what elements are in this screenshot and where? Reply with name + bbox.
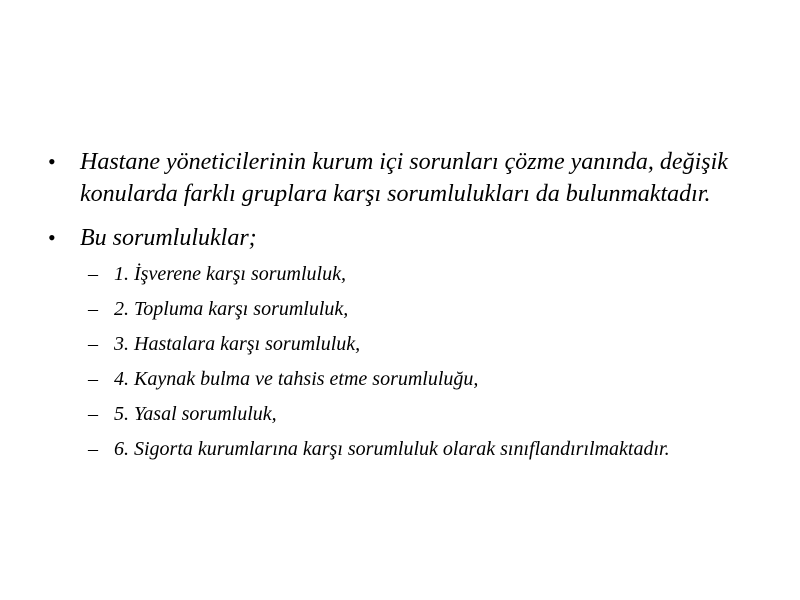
dash-marker: – bbox=[88, 368, 98, 390]
dash-marker: – bbox=[88, 438, 98, 460]
bullet-marker: • bbox=[48, 149, 56, 174]
sub-item-5 bbox=[48, 400, 674, 428]
sub-item-2 bbox=[48, 295, 674, 323]
bullet-marker: • bbox=[48, 225, 56, 250]
sub-item-text: 1. İşverene karşı sorumluluk, bbox=[114, 263, 346, 285]
bullet-item-2 bbox=[48, 222, 748, 254]
bullet-text: Bu sorumluluklar; bbox=[80, 225, 257, 251]
sub-item-text: 6. Sigorta kurumlarına karşı sorumluluk olarak sınıflandırılmaktadır. bbox=[114, 438, 670, 460]
dash-marker: – bbox=[88, 333, 98, 355]
bullet-text: Hastane yöneticilerinin kurum içi sorunları çözme yanında, değişik konularda farklı gruplara karşı sorumlulukları da bulunmaktadır. bbox=[80, 149, 728, 207]
dash-marker: – bbox=[88, 298, 98, 320]
dash-marker: – bbox=[88, 263, 98, 285]
sub-item-4 bbox=[48, 365, 674, 393]
bullet-item-1 bbox=[48, 146, 748, 210]
slide-content bbox=[48, 146, 748, 470]
sub-item-6 bbox=[48, 435, 674, 463]
sub-item-text: 2. Topluma karşı sorumluluk, bbox=[114, 298, 349, 320]
sub-item-text: 5. Yasal sorumluluk, bbox=[114, 403, 277, 425]
dash-marker: – bbox=[88, 403, 98, 425]
sub-item-text: 4. Kaynak bulma ve tahsis etme sorumluluğu, bbox=[114, 368, 479, 390]
sub-list bbox=[48, 260, 748, 463]
sub-item-3 bbox=[48, 330, 674, 358]
sub-item-text: 3. Hastalara karşı sorumluluk, bbox=[114, 333, 361, 355]
sub-item-1 bbox=[48, 260, 674, 288]
